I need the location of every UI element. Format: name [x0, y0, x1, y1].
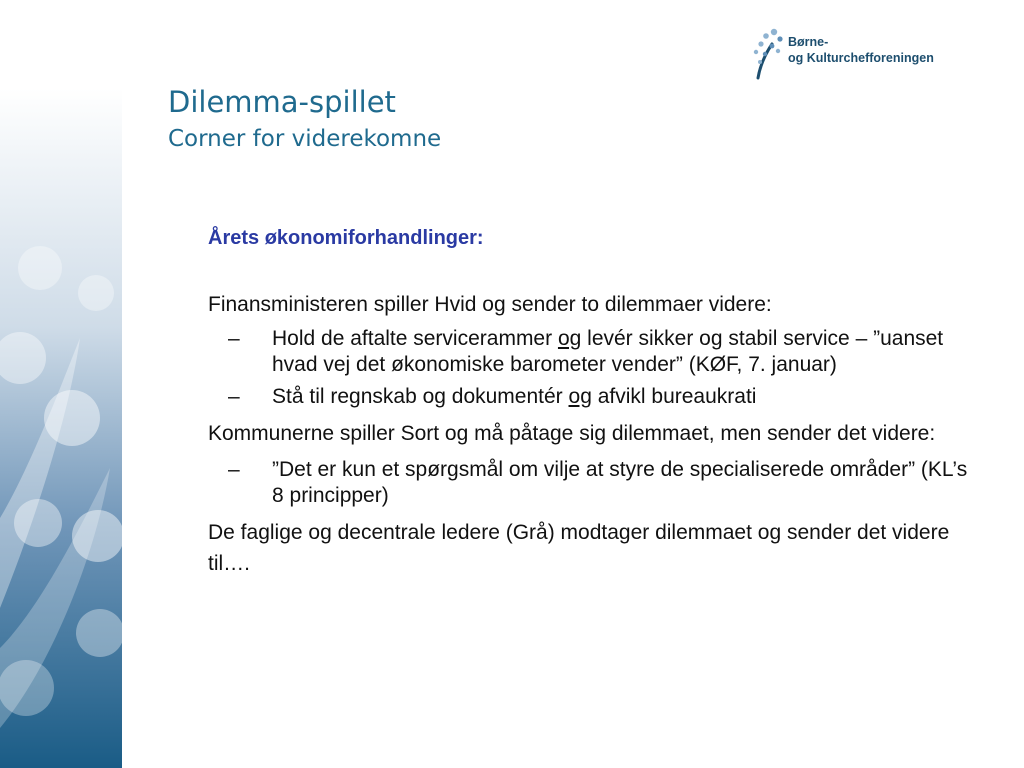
bullet-text-after: levér sikker og stabil service – ”uanset hvad vej det økonomiske barometer vender” (KØF, 7. januar)	[272, 327, 944, 376]
side-panel-graphic	[0, 88, 122, 768]
bullet-text-before: Stå til regnskab og dokumentér	[272, 385, 569, 408]
logo	[752, 26, 962, 82]
decorative-side-panel	[0, 88, 122, 768]
logo-dots-icon	[752, 26, 786, 82]
bullet-dash: –	[228, 458, 240, 481]
slide-body	[208, 225, 978, 579]
paragraph-municipalities: Kommunerne spiller Sort og må påtage sig dilemmaet, men sender det videre:	[208, 422, 936, 445]
paragraph-finance-minister: Finansministeren spiller Hvid og sender to dilemmaer videre:	[208, 293, 772, 316]
bullet-text-after: afvikl bureaukrati	[591, 385, 757, 408]
bullet-item	[208, 457, 978, 509]
bullet-underlined-word: og	[557, 327, 582, 350]
section-heading: Årets økonomiforhandlinger:	[208, 227, 484, 249]
bullet-text-before: Hold de aftalte servicerammer	[272, 327, 558, 350]
logo-line-1: Børne-	[788, 35, 829, 49]
bullet-dash: –	[228, 327, 240, 350]
bullet-item	[208, 384, 978, 410]
logo-text	[788, 34, 934, 66]
bullet-underlined-word: og	[568, 385, 592, 408]
bullet-dash: –	[228, 385, 240, 408]
slide-title: Dilemma-spillet	[168, 85, 396, 119]
bullet-text: ”Det er kun et spørgsmål om vilje at styre de specialiserede områder” (KL’s 8 principper)	[272, 458, 968, 507]
paragraph-local-leaders: De faglige og decentrale ledere (Grå) modtager dilemmaet og sender det videre til….	[208, 521, 950, 575]
bullet-item	[208, 326, 978, 378]
logo-line-2: og Kulturchefforeningen	[788, 51, 934, 65]
slide-subtitle: Corner for viderekomne	[168, 126, 442, 152]
